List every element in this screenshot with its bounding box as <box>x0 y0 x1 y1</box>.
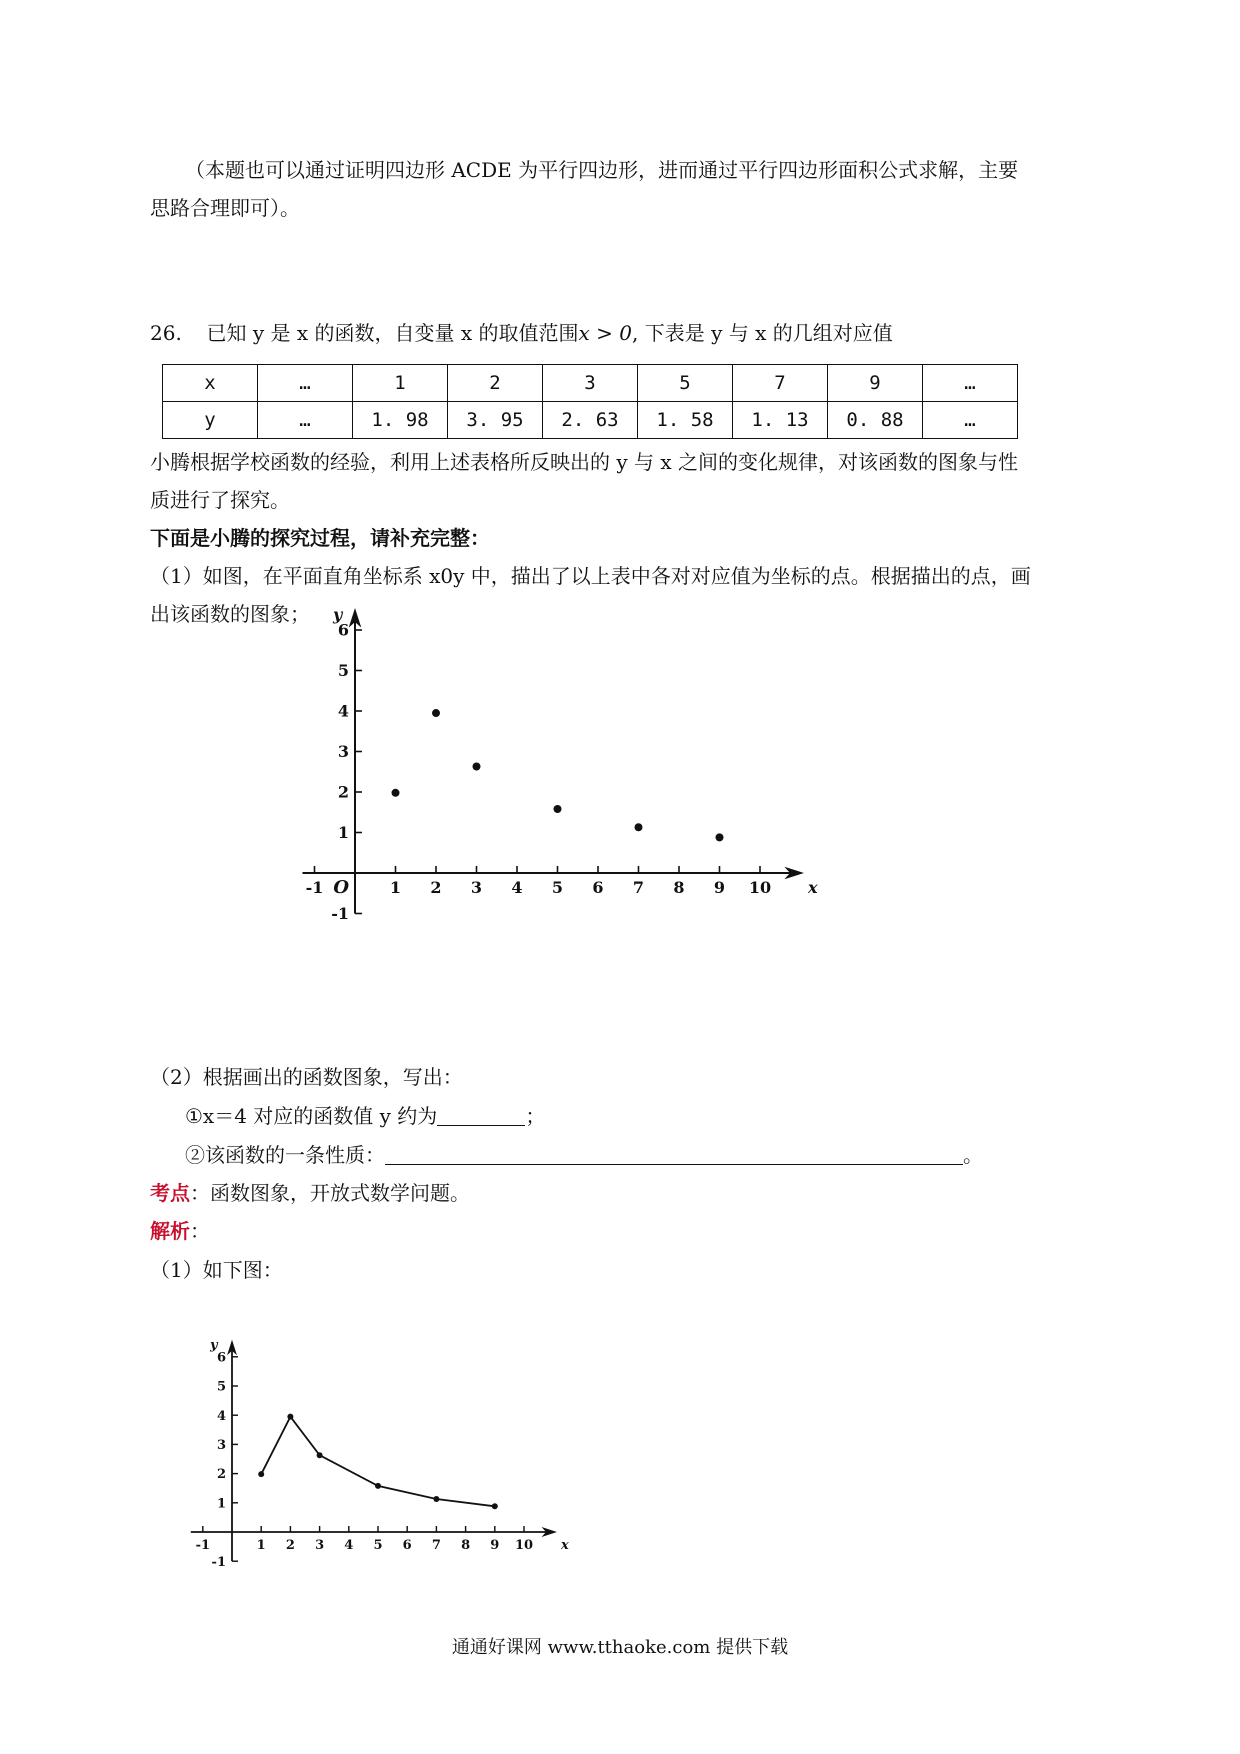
x-tick-label: 7 <box>431 1538 441 1553</box>
table-cell: 2 <box>448 365 543 402</box>
x-axis-label: x <box>561 1538 569 1553</box>
table-cell: x <box>163 365 258 402</box>
x-tick-label: 6 <box>402 1538 412 1553</box>
data-point <box>375 1483 381 1489</box>
table-cell: 9 <box>828 365 923 402</box>
y-tick-label: -1 <box>211 1554 226 1570</box>
part2-item-1-end: ； <box>525 1104 546 1128</box>
x-axis-label: x <box>808 878 818 897</box>
x-tick-label: 8 <box>461 1538 471 1553</box>
x-tick-label: 3 <box>315 1538 325 1553</box>
answer-part1: （1）如下图： <box>150 1258 283 1282</box>
table-cell: 0. 88 <box>828 402 923 439</box>
table-cell: 3. 95 <box>448 402 543 439</box>
data-point <box>258 1471 264 1477</box>
note-line-2: 思路合理即可）。 <box>150 196 300 220</box>
kaodian-text: 函数图象，开放式数学问题。 <box>210 1181 470 1205</box>
answer-blank-1[interactable] <box>437 1107 525 1126</box>
x-tick-label: -1 <box>305 878 324 897</box>
data-point <box>492 1503 498 1509</box>
part2-item-2-text: ②该函数的一条性质： <box>185 1143 385 1167</box>
note-line-1: （本题也可以通过证明四边形 ACDE 为平行四边形，进而通过平行四边形面积公式求解，主要 <box>185 158 1019 182</box>
y-tick-label: 6 <box>216 1350 226 1366</box>
y-tick-label: 2 <box>337 782 349 802</box>
series-line <box>261 1417 495 1507</box>
data-point <box>635 823 643 831</box>
stem-condition: x > 0 <box>578 321 633 345</box>
x-tick-label: 1 <box>256 1538 266 1553</box>
y-tick-label: -1 <box>331 904 349 924</box>
origin-label: O <box>333 877 349 898</box>
table-cell: 3 <box>543 365 638 402</box>
table-cell: 1. 58 <box>638 402 733 439</box>
y-tick-label: 5 <box>216 1379 226 1395</box>
table-cell: … <box>258 402 353 439</box>
y-tick-label: 4 <box>337 701 349 721</box>
x-tick-label: 4 <box>344 1538 354 1553</box>
data-point <box>433 1496 439 1502</box>
kaodian-label: 考点 <box>150 1181 190 1205</box>
footer-text: 通通好课网 www.tthaoke.com 提供下载 <box>451 1637 789 1658</box>
x-tick-label: 1 <box>389 878 402 897</box>
x-tick-label: 3 <box>470 878 483 897</box>
x-tick-label: 5 <box>551 878 564 897</box>
x-tick-label: 10 <box>514 1538 534 1553</box>
y-tick-label: 1 <box>216 1496 226 1512</box>
kaodian-line <box>150 1183 470 1203</box>
para1-line-1: 小腾根据学校函数的经验，利用上述表格所反映出的 y 与 x 之间的变化规律，对该函数的图象与性 <box>150 450 1019 474</box>
part2-item-1 <box>185 1106 545 1126</box>
part1-line-2: 出该函数的图象； <box>150 602 310 626</box>
question-stem <box>150 323 893 343</box>
part2-title: （2）根据画出的函数图象，写出： <box>150 1065 463 1089</box>
x-tick-label: 9 <box>713 878 726 897</box>
x-tick-label: -1 <box>195 1538 211 1553</box>
table-cell: 5 <box>638 365 733 402</box>
bold-prompt: 下面是小腾的探究过程，请补充完整： <box>150 526 490 550</box>
line-chart <box>180 1300 620 1600</box>
x-tick-label: 6 <box>592 878 604 897</box>
x-tick-label: 5 <box>373 1538 383 1553</box>
y-tick-label: 5 <box>337 661 349 681</box>
table-cell: 1. 13 <box>733 402 828 439</box>
y-axis-label: y <box>333 605 343 624</box>
table-cell: … <box>923 365 1018 402</box>
part1-line-1: （1）如图，在平面直角坐标系 x0y 中，描出了以上表中各对对应值为坐标的点。根据描出的点，画 <box>150 564 1031 588</box>
data-point <box>432 709 440 717</box>
table-cell: 2. 63 <box>543 402 638 439</box>
data-point <box>392 789 400 797</box>
jiexi-line <box>150 1221 210 1241</box>
data-point <box>287 1414 293 1420</box>
y-tick-label: 2 <box>216 1467 226 1483</box>
table-row-y <box>163 402 1018 439</box>
x-tick-label: 10 <box>748 878 772 897</box>
table-row-x <box>163 365 1018 402</box>
table-cell: 7 <box>733 365 828 402</box>
part2-item-2-end: 。 <box>963 1143 983 1167</box>
x-tick-label: 7 <box>632 878 645 897</box>
y-tick-label: 3 <box>216 1437 226 1453</box>
table-cell: 1. 98 <box>353 402 448 439</box>
x-tick-label: 2 <box>285 1538 295 1553</box>
stem-text-after: , 下表是 y 与 x 的几组对应值 <box>632 321 893 345</box>
kaodian-colon: ： <box>190 1181 210 1205</box>
x-tick-label: 8 <box>673 878 685 897</box>
y-tick-label: 1 <box>337 823 349 843</box>
table-cell: y <box>163 402 258 439</box>
values-table <box>162 364 1018 439</box>
stem-text-before: 已知 y 是 x 的函数，自变量 x 的取值范围 <box>206 321 579 345</box>
y-tick-label: 3 <box>337 742 349 762</box>
part2-item-2 <box>185 1145 983 1165</box>
y-tick-label: 6 <box>337 620 349 640</box>
data-point <box>317 1452 323 1458</box>
question-number: 26. <box>150 321 182 345</box>
scatter-chart <box>305 605 920 1050</box>
para1-line-2: 质进行了探究。 <box>150 488 290 512</box>
part2-item-1-text: ①x＝4 对应的函数值 y 约为 <box>185 1104 438 1128</box>
data-point <box>554 805 562 813</box>
y-tick-label: 4 <box>216 1408 226 1424</box>
x-tick-label: 4 <box>511 878 523 897</box>
y-axis-label: y <box>210 1337 218 1353</box>
table-cell: … <box>258 365 353 402</box>
jiexi-label: 解析 <box>150 1219 190 1243</box>
answer-blank-2[interactable] <box>385 1146 963 1165</box>
jiexi-colon: ： <box>190 1219 210 1243</box>
x-tick-label: 2 <box>430 878 442 897</box>
data-point <box>473 762 481 770</box>
table-cell: 1 <box>353 365 448 402</box>
data-point <box>716 833 724 841</box>
x-tick-label: 9 <box>490 1538 500 1553</box>
table-cell: … <box>923 402 1018 439</box>
